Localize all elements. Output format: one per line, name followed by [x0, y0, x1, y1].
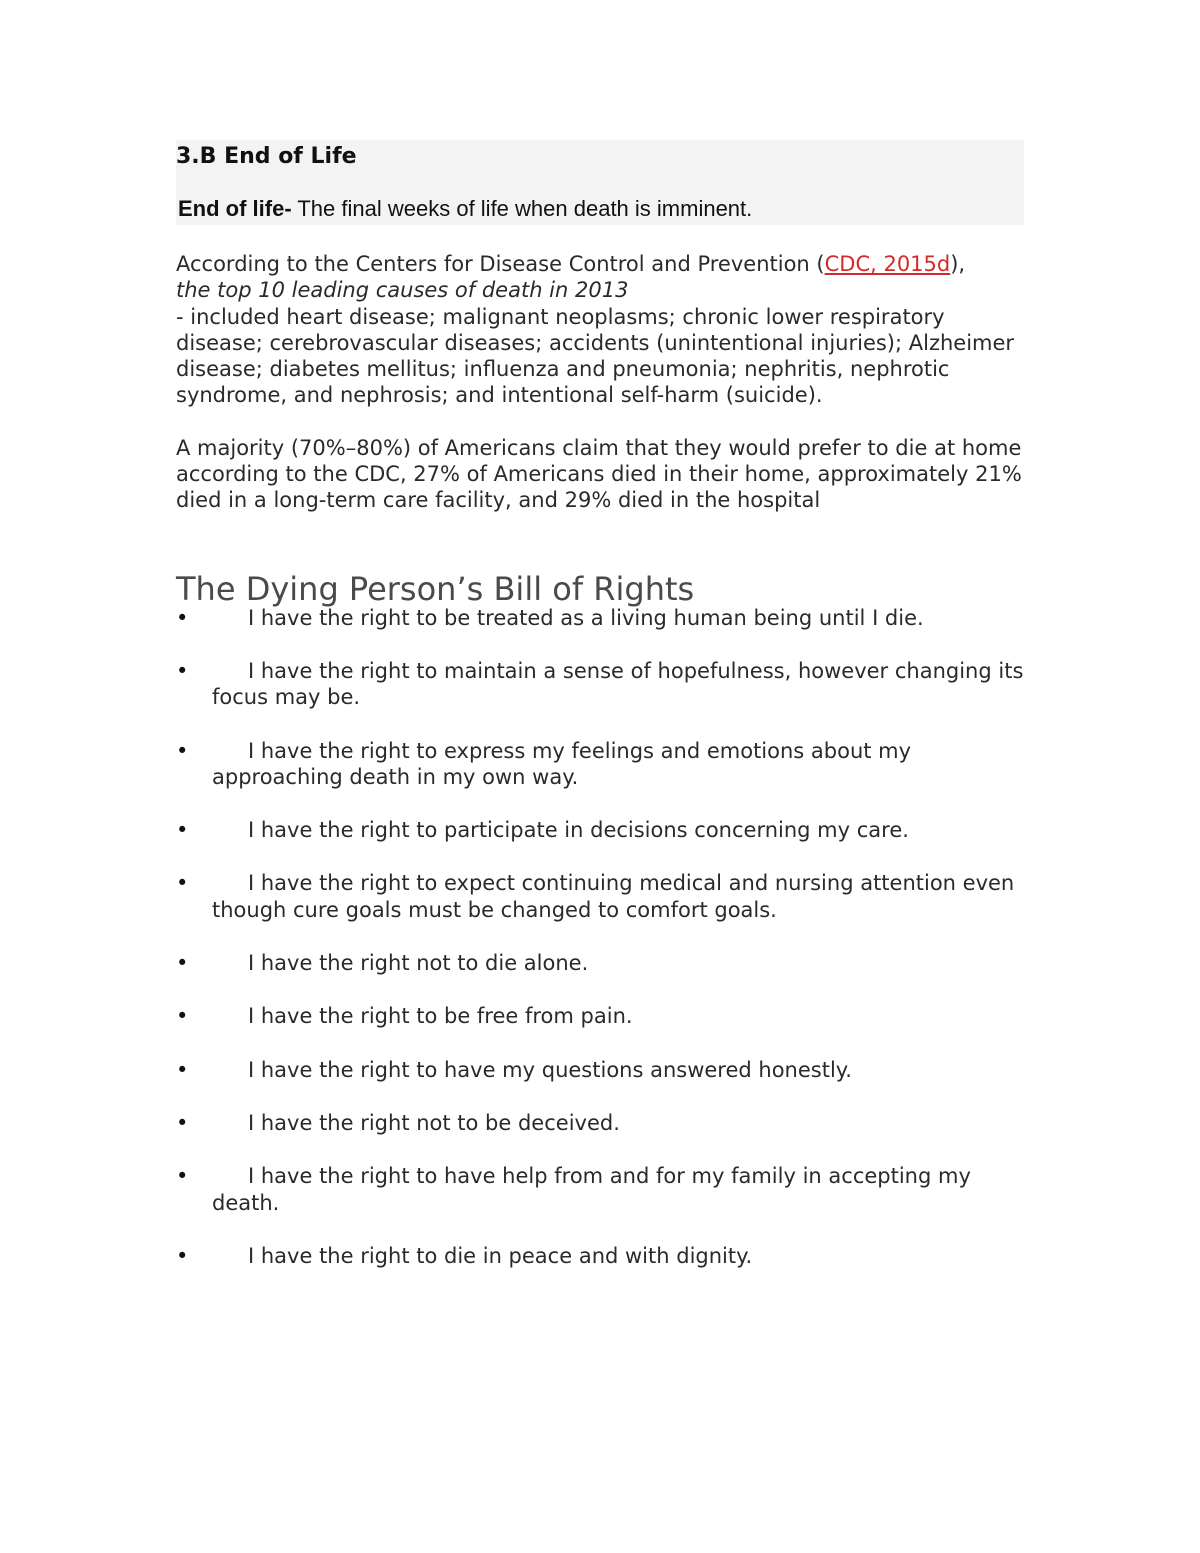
bullet-icon: •: [176, 871, 189, 896]
causes-list-text: - included heart disease; malignant neoplasms; chronic lower respiratory disease; cerebrovascular diseases; accidents (unintentional injuries); Alzheimer disease; diabetes mellitus; influenza and pneumonia; nephritis, nephrotic syndrome, and nephrosis; and intentional self-harm (suicide).: [176, 304, 1015, 408]
bullet-icon: •: [176, 658, 189, 683]
right-text: I have the right to maintain a sense of hopefulness, however changing its focus may be.: [212, 658, 1024, 710]
section-header: [176, 140, 1024, 225]
right-text: I have the right to expect continuing medical and nursing attention even though cure goals must be changed to comfort goals.: [212, 871, 1015, 922]
bullet-icon: •: [176, 818, 189, 843]
bullet-icon: •: [176, 1110, 189, 1135]
right-item: [176, 658, 1024, 711]
right-text: I have the right to express my feelings and emotions about my approaching death in my own way.: [212, 738, 912, 789]
right-text: I have the right to die in peace and with dignity.: [248, 1243, 753, 1268]
right-text: I have the right to have my questions answered honestly.: [248, 1057, 852, 1082]
bullet-icon: •: [176, 1243, 189, 1268]
definition: [178, 196, 752, 222]
right-item: [176, 870, 1024, 923]
section-title: 3.B End of Life: [176, 144, 357, 169]
cdc-intro: According to the Centers for Disease Control and Prevention (: [176, 252, 825, 276]
right-text: I have the right to participate in decisions concerning my care.: [248, 818, 909, 843]
right-text: I have the right to be free from pain.: [248, 1004, 633, 1029]
right-item: [176, 817, 1024, 843]
right-item: [176, 1243, 1024, 1269]
right-item: [176, 950, 1024, 976]
bill-of-rights-list: [176, 605, 1024, 1269]
right-text: I have the right not to die alone.: [248, 951, 589, 976]
right-text: I have the right not to be deceived.: [248, 1110, 620, 1135]
causes-of-death-paragraph: [176, 251, 1024, 409]
right-text: I have the right to be treated as a living human being until I die.: [248, 605, 924, 630]
bullet-icon: •: [176, 738, 189, 763]
causes-heading: the top 10 leading causes of death in 2013: [176, 278, 629, 303]
bullet-icon: •: [176, 1004, 189, 1029]
bullet-icon: •: [176, 951, 189, 976]
preference-statement: A majority (70%–80%) of Americans claim that they would prefer to die at home: [176, 435, 1022, 460]
document-page: [176, 140, 1024, 1296]
right-item: [176, 605, 1024, 631]
right-item: [176, 1003, 1024, 1029]
bill-of-rights-heading: The Dying Person’s Bill of Rights: [176, 569, 695, 608]
right-item: [176, 1163, 1024, 1216]
bullet-icon: •: [176, 1164, 189, 1189]
bullet-icon: •: [176, 1057, 189, 1082]
right-text: I have the right to have help from and for my family in accepting my death.: [212, 1164, 971, 1215]
right-item: [176, 738, 1024, 791]
bullet-icon: •: [176, 605, 189, 630]
statistics-statement: according to the CDC, 27% of Americans died in their home, approximately 21% died in a long-term care facility, and 29% died in the hospital: [176, 462, 1022, 513]
definition-term: End of life-: [178, 196, 292, 221]
cdc-citation-link[interactable]: CDC, 2015d: [824, 252, 951, 276]
definition-text: The final weeks of life when death is imminent.: [291, 196, 753, 221]
place-of-death-paragraph: [176, 435, 1024, 514]
right-item: [176, 1110, 1024, 1136]
right-item: [176, 1057, 1024, 1083]
cdc-intro-close: ),: [950, 252, 966, 276]
